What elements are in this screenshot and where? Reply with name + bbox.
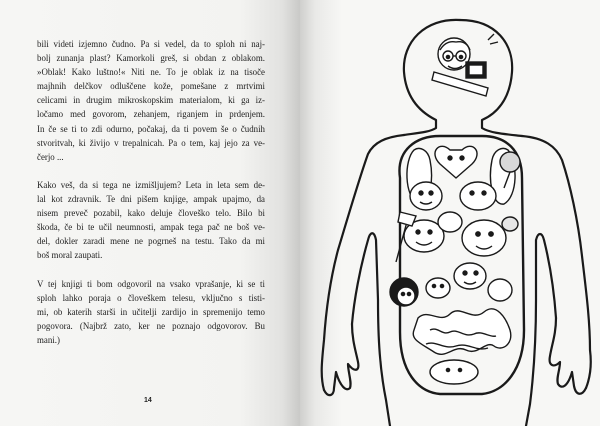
- text-line: Kako veš, da si tega ne izmišljujem? Leta in leta sem de-: [37, 179, 265, 190]
- body-text: [37, 37, 265, 361]
- text-line: sploh lahko poraja o človeškem telesu, vključno s tisti-: [37, 292, 265, 303]
- text-line: bolj zunanja plast? Kamorkoli greš, si obdan z oblakom.: [37, 53, 265, 64]
- right-arm-outline: [522, 136, 591, 388]
- paragraph-3: [37, 277, 265, 347]
- text-line: del, dokler zaradi mene ne pogrneš na testu. Tako da mi: [37, 236, 265, 247]
- text-line: V tej knjigi ti bom odgovoril na vsako vprašanje, ki se ti: [37, 278, 265, 289]
- text-line: boš moral zaupati.: [37, 250, 103, 261]
- text-line: ločamo med govorom, zehanjem, riganjem in prdenjem.: [37, 109, 265, 120]
- intestines: [413, 309, 511, 354]
- text-line: škoda, če bi te učil neumnosti, ampak tega pač ne boš ve-: [37, 222, 265, 233]
- organ-characters: [390, 146, 520, 384]
- text-line: nisem preveč pozabil, kako deluje človeško telo. Bilo bi: [37, 208, 265, 219]
- text-line: In če se ti to zdi odurno, počakaj, da ti povem še o čudnih: [37, 123, 265, 134]
- text-line: stvoritvah, ki živijo v trepalnicah. Pa o tem, kaj jejo za ve-: [37, 137, 265, 148]
- text-line: mi, ob katerih starši in učitelji zardijo in spremenijo temo: [37, 306, 265, 317]
- text-line: celicami in drugim mikroskopskim materialom, ki ga iz-: [37, 95, 265, 106]
- text-line: »Oblak! Kako luštno!« Niti ne. To je oblak iz na tisoče: [37, 67, 265, 78]
- paragraph-1: [37, 37, 265, 164]
- brain-character: [432, 34, 498, 96]
- text-line: čerjo ...: [37, 151, 64, 162]
- text-line: bili videti izjemno čudno. Pa si vedel, da to sploh ni naj-: [37, 39, 265, 49]
- paragraph-2: [37, 178, 265, 263]
- text-line: lal kot zdravnik. Te dni pišem knjige, ampak upajmo, da: [37, 194, 265, 205]
- body-illustration: [300, 0, 600, 426]
- text-line: pogovora. (Najbrž zato, ker ne poznajo odgovorov. Bu: [37, 320, 265, 331]
- text-line: majhnih delčkov odluščene kože, pomešane z mrtvimi: [37, 81, 265, 92]
- page-number: 14: [144, 397, 152, 404]
- text-line: mani.): [37, 334, 60, 345]
